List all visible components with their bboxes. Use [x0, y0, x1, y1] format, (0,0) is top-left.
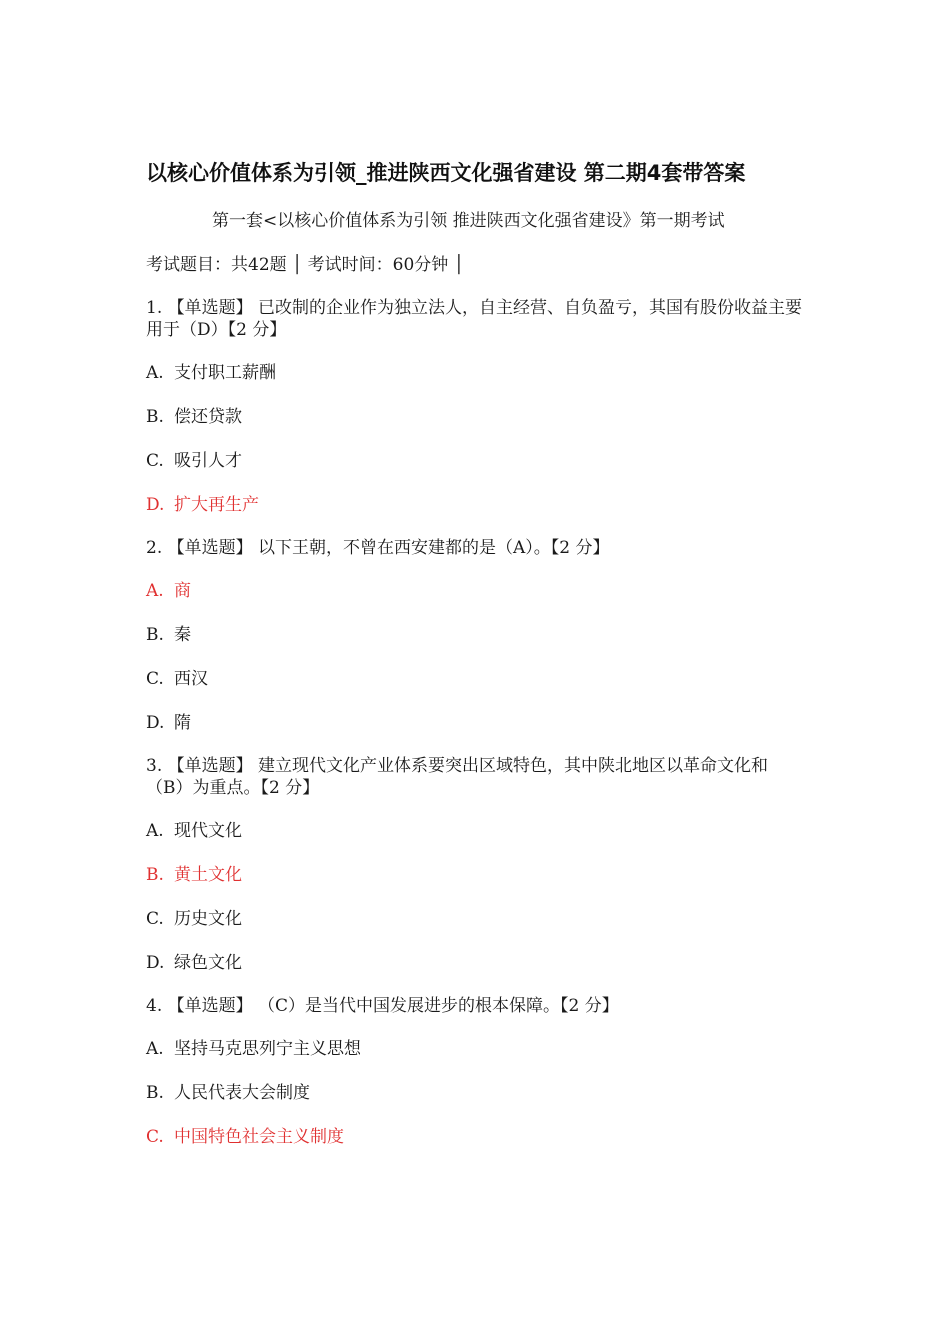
- document-page: [146, 160, 806, 1149]
- option-correct: [146, 579, 806, 603]
- option-label: 历史文化: [174, 909, 242, 929]
- question-2: [146, 537, 806, 735]
- option: [146, 711, 806, 735]
- option-label: 支付职工薪酬: [174, 363, 276, 383]
- option-letter: A.: [146, 1039, 164, 1059]
- document-title: 以核心价值体系为引领_推进陕西文化强省建设 第二期4套带答案: [146, 161, 746, 185]
- option-label: 商: [174, 581, 191, 601]
- option-label: 西汉: [174, 669, 208, 689]
- option-label: 隋: [174, 713, 191, 733]
- option: [146, 907, 806, 931]
- option-label: 偿还贷款: [174, 407, 242, 427]
- option: [146, 361, 806, 385]
- option-label: 中国特色社会主义制度: [174, 1127, 344, 1147]
- option-letter: B.: [146, 625, 164, 645]
- option-letter: A.: [146, 581, 164, 601]
- option: [146, 405, 806, 429]
- option-letter: B.: [146, 1083, 164, 1103]
- option: [146, 951, 806, 975]
- option: [146, 1081, 806, 1105]
- option: [146, 449, 806, 473]
- option-correct: [146, 1125, 806, 1149]
- option-label: 现代文化: [174, 821, 242, 841]
- question-text: 4. 【单选题】 （C）是当代中国发展进步的根本保障。【2 分】: [146, 996, 619, 1016]
- exam-meta-info: 考试题目：共42题 │ 考试时间：60分钟 │: [146, 255, 464, 275]
- option-label: 绿色文化: [174, 953, 242, 973]
- option-letter: D.: [146, 495, 165, 515]
- question-text: 2. 【单选题】 以下王朝，不曾在西安建都的是（A）。【2 分】: [146, 538, 610, 558]
- option: [146, 667, 806, 691]
- option-label: 吸引人才: [174, 451, 242, 471]
- question-1: [146, 297, 806, 517]
- option-letter: C.: [146, 669, 164, 689]
- option-letter: A.: [146, 821, 164, 841]
- option-letter: B.: [146, 407, 164, 427]
- option-letter: C.: [146, 1127, 164, 1147]
- option-letter: C.: [146, 451, 164, 471]
- question-list: [146, 297, 806, 1149]
- option-label: 黄土文化: [174, 865, 242, 885]
- option-letter: A.: [146, 363, 164, 383]
- option: [146, 1037, 806, 1061]
- option-letter: D.: [146, 713, 165, 733]
- option: [146, 819, 806, 843]
- option-label: 坚持马克思列宁主义思想: [174, 1039, 361, 1059]
- option-label: 扩大再生产: [174, 495, 259, 515]
- question-4: [146, 995, 806, 1149]
- option-label: 人民代表大会制度: [174, 1083, 310, 1103]
- option-letter: D.: [146, 953, 165, 973]
- option-label: 秦: [174, 625, 191, 645]
- option-letter: C.: [146, 909, 164, 929]
- question-text: 1. 【单选题】 已改制的企业作为独立法人，自主经营、自负盈亏，其国有股份收益主要用于（D）【2 分】: [146, 298, 803, 340]
- option-correct: [146, 863, 806, 887]
- question-3: [146, 755, 806, 975]
- option-correct: [146, 493, 806, 517]
- exam-subtitle: 第一套<以核心价值体系为引领 推进陕西文化强省建设》第一期考试: [212, 211, 725, 231]
- option-letter: B.: [146, 865, 164, 885]
- question-text: 3. 【单选题】 建立现代文化产业体系要突出区域特色，其中陕北地区以革命文化和（B）为重点。【2 分】: [146, 756, 769, 798]
- option: [146, 623, 806, 647]
